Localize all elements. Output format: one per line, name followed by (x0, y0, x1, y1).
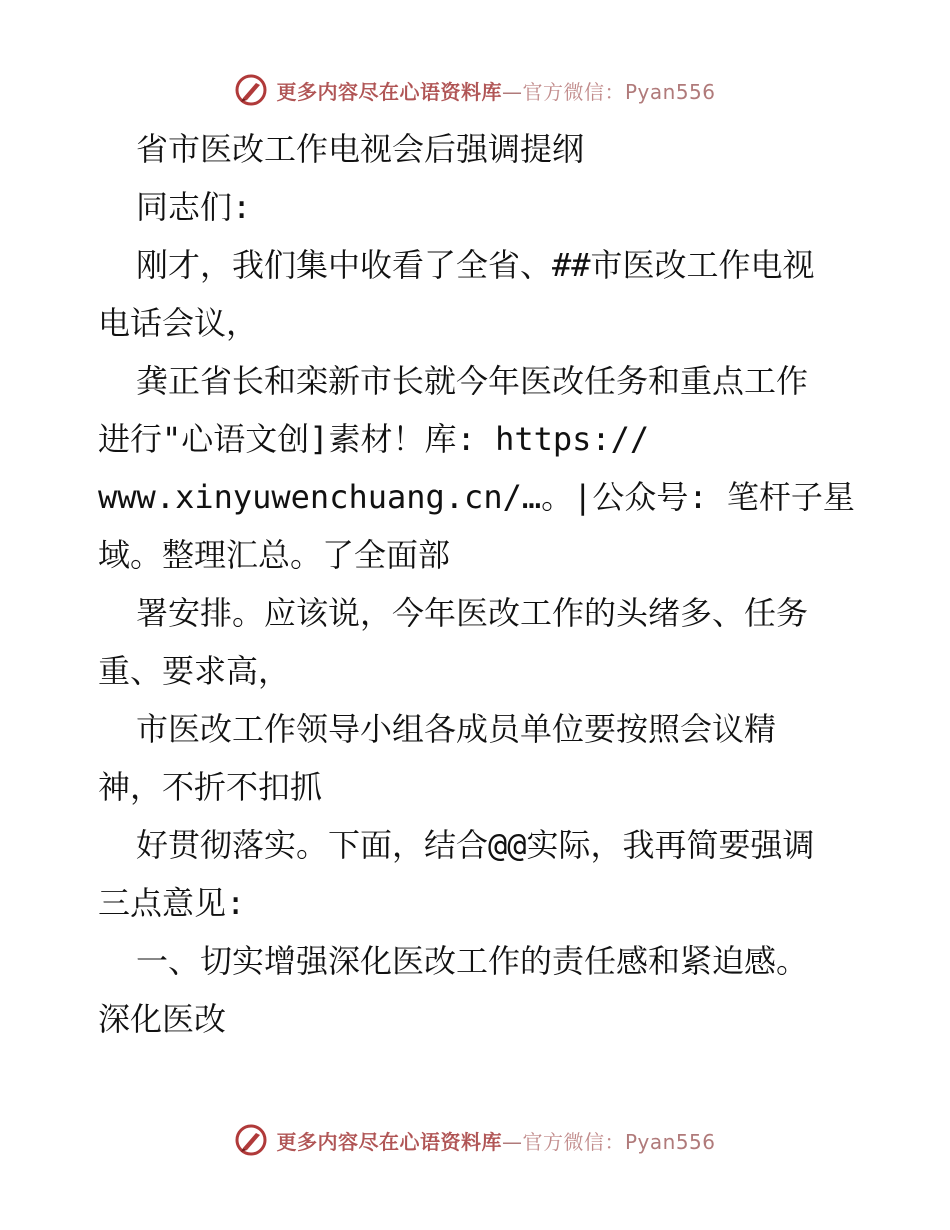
banner-brand: 更多内容尽在心语资料库 (276, 79, 502, 104)
text-line: 一、切实增强深化医改工作的责任感和紧迫感。 (136, 942, 809, 980)
text-line: 同志们: (136, 188, 252, 226)
banner-wechat-label: 官方微信： (522, 1129, 625, 1154)
text-line: 市医改工作领导小组各成员单位要按照会议精 (136, 710, 777, 748)
footer-banner (0, 1120, 950, 1160)
pen-logo-icon (234, 1123, 268, 1157)
text-line: 电话会议， (98, 304, 259, 342)
text-line: 重、要求高， (98, 652, 291, 690)
header-banner (0, 70, 950, 110)
text-line: 好贯彻落实。下面，结合@@实际，我再简要强调 (136, 826, 815, 864)
banner-wechat-id: Pyan556 (624, 1129, 716, 1154)
text-line: 域。整理汇总。了全面部 (98, 536, 451, 574)
banner-text (276, 76, 715, 105)
banner-brand: 更多内容尽在心语资料库 (276, 1129, 502, 1154)
text-line: 署安排。应该说，今年医改工作的头绪多、任务 (136, 594, 809, 632)
text-line: www.xinyuwenchuang.cn/…。|公众号: 笔杆子星 (98, 478, 855, 516)
banner-separator: — (501, 1129, 523, 1154)
text-line: 深化医改 (98, 1000, 227, 1038)
text-line: 刚才，我们集中收看了全省、##市医改工作电视 (136, 246, 815, 284)
text-line: 进行"心语文创]素材！库: https:// (98, 420, 650, 458)
banner-wechat-id: Pyan556 (624, 79, 716, 104)
document-body (98, 120, 858, 1048)
banner-separator: — (501, 79, 523, 104)
banner-wechat-label: 官方微信： (522, 79, 625, 104)
pen-logo-icon (234, 73, 268, 107)
document-title: 省市医改工作电视会后强调提纲 (136, 130, 585, 168)
text-line: 三点意见: (98, 884, 246, 922)
text-line: 神，不折不扣抓 (98, 768, 323, 806)
text-line: 龚正省长和栾新市长就今年医改任务和重点工作 (136, 362, 809, 400)
banner-text (276, 1126, 715, 1155)
